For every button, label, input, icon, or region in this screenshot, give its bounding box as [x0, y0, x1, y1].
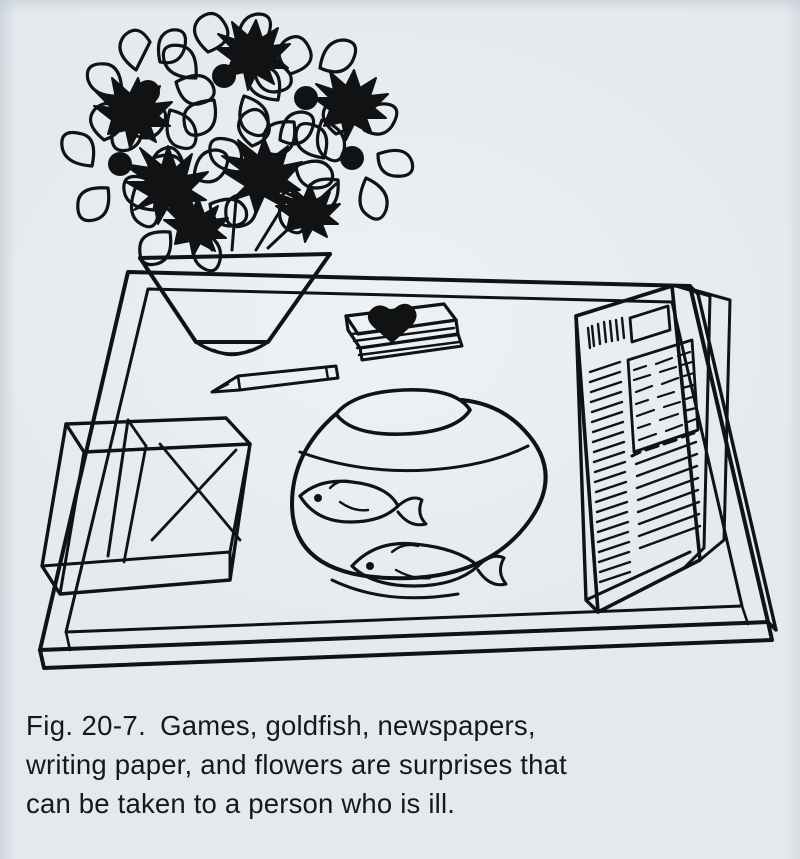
pencil — [212, 366, 338, 392]
note-cards — [346, 304, 462, 360]
goldfish-bottom — [352, 543, 506, 586]
fish-bowl — [292, 390, 546, 598]
caption-line-2: writing paper, and flowers are surprises that — [26, 749, 567, 780]
caption-line-3: can be taken to a person who is ill. — [26, 788, 456, 819]
caption-line-1 — [26, 706, 738, 745]
caption-line-1-text: Games, goldfish, newspapers, — [160, 710, 536, 741]
caption-figure-label: Fig. 20-7. — [26, 710, 147, 741]
figure-caption — [26, 706, 738, 823]
goldfish-top — [300, 481, 426, 525]
